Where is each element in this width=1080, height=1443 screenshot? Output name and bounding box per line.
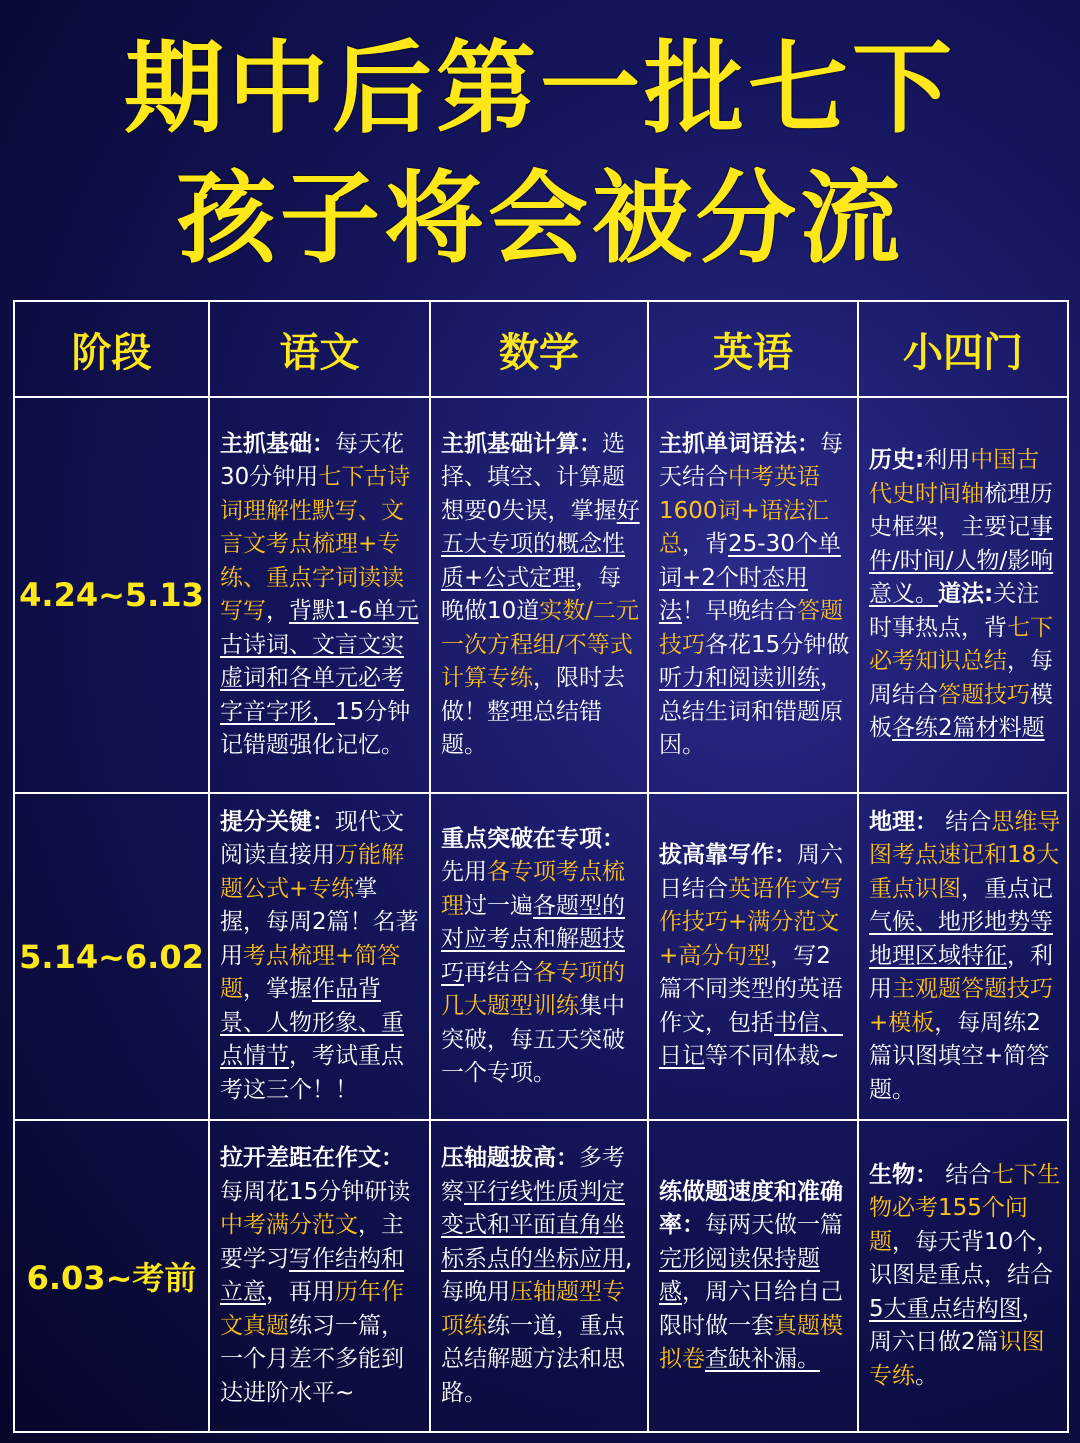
cell-text: ，利用 [869,942,1053,1003]
cell-text: 集中突破，每五天突破一个专项。 [441,993,625,1086]
minor-subjects-cell [858,793,1068,1120]
highlight-text: 中考满分范文 [220,1212,358,1238]
highlight-text: 答题技巧 [938,681,1030,708]
highlight-text: 历年作文真题 [220,1279,404,1339]
cell-text: 等不同体裁~ [705,1043,840,1070]
cell-heading: 拔高靠写作： [659,842,797,869]
cell-text: 先用 [441,859,487,885]
highlight-text: 中国古代史时间轴 [869,447,1040,507]
header-row [14,301,1068,397]
math-cell [430,793,648,1120]
underlined-text: 听力和阅读训练 [659,665,820,691]
highlight-text: 英语作文写作技巧+满分范文+高分句型 [659,875,843,969]
chinese-cell [209,1120,430,1432]
header-stage: 阶段 [14,301,209,397]
highlight-text: 各专项考点梳理 [441,859,625,919]
cell-text: 每天结合 [659,430,843,490]
cell-text: ，总结生词和错题原因。 [659,665,843,758]
underlined-text: 作品背景、人物形象、重点情节 [220,976,404,1070]
cell-text: ，周六日给自己限时做一套 [659,1279,843,1339]
cell-heading: 重点突破在专项： [441,825,625,852]
highlight-text: 中考英语1600词+语法汇总 [659,464,829,557]
cell-text: ， [266,598,289,624]
cell-text: 关注时事热点，背 [869,581,1040,641]
table-row [14,793,1068,1120]
highlight-text: 真题模拟卷 [659,1312,843,1372]
underlined-text: 平行线性质判定变式和平面直角坐标系点的坐标应用 [441,1178,625,1272]
chinese-cell [209,397,430,793]
cell-text: 每两天做一篇 [705,1212,843,1238]
underlined-text: 各练2篇材料题 [892,715,1045,742]
cell-text: ，每周练2篇识图填空+简答题。 [869,1009,1050,1103]
highlight-text: 实数/二元一次方程组/不等式计算专练 [441,598,640,691]
cell-text: ，限时去做！整理总结错题。 [441,665,625,758]
study-plan-table [13,300,1069,1433]
header-math: 数学 [430,301,648,397]
header-english: 英语 [648,301,858,397]
cell-text: 结合 [938,1161,992,1188]
highlight-text: 万能解题公式+专练 [220,842,404,902]
highlight-text: 七下必考知识总结 [869,614,1053,675]
cell-heading: 地理： [869,808,938,835]
cell-text: 练一道，重点总结解题方法和思路。 [441,1312,625,1406]
cell-text: 。 [915,1362,938,1389]
underlined-text: 25-30个单词+2个时态用法 [659,531,841,624]
cell-text: 模板 [869,681,1053,742]
cell-text: ，每晚做10道 [441,564,622,624]
header-chinese: 语文 [209,301,430,397]
cell-text: ，背 [682,531,728,557]
table-row [14,397,1068,793]
underlined-text: 查缺补漏。 [705,1346,820,1372]
underlined-text: 气候、地形地势等地理区域特征 [869,909,1053,969]
highlight-text: 主观题答题技巧+模板 [869,976,1053,1036]
cell-text: 各花15分钟做 [705,631,850,658]
cell-text: ，每周结合 [869,648,1053,708]
cell-text: ，写2篇不同类型的英语作文，包括 [659,942,843,1036]
minor-subjects-cell [858,397,1068,793]
cell-text: ，再用 [266,1279,335,1305]
underlined-text: 各题型的对应考点和解题技巧 [441,892,625,986]
chinese-cell [209,793,430,1120]
cell-text: 每周花15分钟研读 [220,1178,411,1205]
cell-text: ，掌握 [243,976,312,1003]
cell-heading: 生物： [869,1161,938,1188]
underlined-text: 书信、日记 [659,1009,843,1070]
cell-text: ,每晚用 [441,1245,633,1305]
english-cell [648,1120,858,1432]
header-minor-subjects: 小四门 [858,301,1068,397]
highlight-text: 压轴题型专项练 [441,1279,625,1339]
table-row [14,1120,1068,1432]
cell-text: 梳理历史框架，主要记 [869,480,1053,541]
cell-heading: 主抓基础计算： [441,430,602,457]
cell-text: ，重点记 [961,875,1053,902]
math-cell [430,1120,648,1432]
cell-text: 多考察 [441,1145,625,1205]
underlined-text: 背默1-6单元古诗词、文言文实虚词和各单元必考字音字形， [220,598,419,725]
cell-heading: 练做题速度和准确率： [659,1178,843,1238]
highlight-text: 各专项的几大题型训练 [441,959,625,1019]
cell-text: 每天花30分钟用 [220,430,404,490]
cell-text: ！早晚结合 [682,598,797,624]
cell-text: ，周六日做2篇 [869,1295,1045,1356]
english-cell [648,397,858,793]
cell-text: 练习一篇，一个月差不多能到达进阶水平~ [220,1312,404,1406]
highlight-text: 七下生物必考155个问题 [869,1161,1061,1255]
cell-text: 利用 [924,447,971,474]
underlined-text: 写作结构和立意 [220,1245,404,1305]
cell-text: 结合 [938,808,992,835]
underlined-text: 完形阅读保持题感 [659,1245,820,1305]
stage-cell: 4.24~5.13 [14,397,209,793]
cell-heading: 道法: [938,581,994,608]
english-cell [648,793,858,1120]
highlight-text: 思维导图考点速记和18大重点识图 [869,808,1061,902]
underlined-text: 好五大专项的概念性质+公式定理 [441,497,640,591]
cell-text: 15分钟记错题强化记忆。 [220,698,411,758]
stage-cell: 5.14~6.02 [14,793,209,1120]
cell-text: 现代文阅读直接用 [220,808,404,869]
page-title-line2: 孩子将会被分流 [176,160,904,277]
underlined-text: 5大重点结构图 [869,1295,1022,1322]
highlight-text: 识图专练 [869,1329,1045,1389]
cell-text: 选择、填空、计算题想要0失误，掌握 [441,430,625,524]
cell-text: 掌握，每周2篇！名著用 [220,875,419,969]
cell-heading: 主抓单词语法： [659,430,820,457]
cell-heading: 提分关键： [220,808,335,835]
cell-heading: 拉开差距在作文： [220,1145,404,1171]
cell-text: 过一遍 [464,892,533,919]
cell-heading: 历史: [869,447,925,474]
cell-heading: 压轴题拔高： [441,1145,579,1171]
cell-text: 周六日结合 [659,842,843,902]
math-cell [430,397,648,793]
cell-text: ，主要学习 [220,1212,404,1272]
highlight-text: 七下古诗词理解性默写、文言文考点梳理+专练、重点字词读读写写 [220,464,411,624]
highlight-text: 答题技巧 [659,598,843,658]
minor-subjects-cell [858,1120,1068,1432]
cell-text: ，考试重点考这三个！！ [220,1043,404,1103]
page-title-line1: 期中后第一批七下 [124,30,956,147]
highlight-text: 考点梳理+简答题 [220,942,401,1003]
underlined-text: 事件/时间/人物/影响意义。 [869,514,1054,608]
stage-cell: 6.03~考前 [14,1120,209,1432]
cell-text: 再结合 [464,959,533,986]
cell-text: ，每天背10个，识图是重点，结合 [869,1228,1060,1289]
cell-heading: 主抓基础： [220,430,335,457]
